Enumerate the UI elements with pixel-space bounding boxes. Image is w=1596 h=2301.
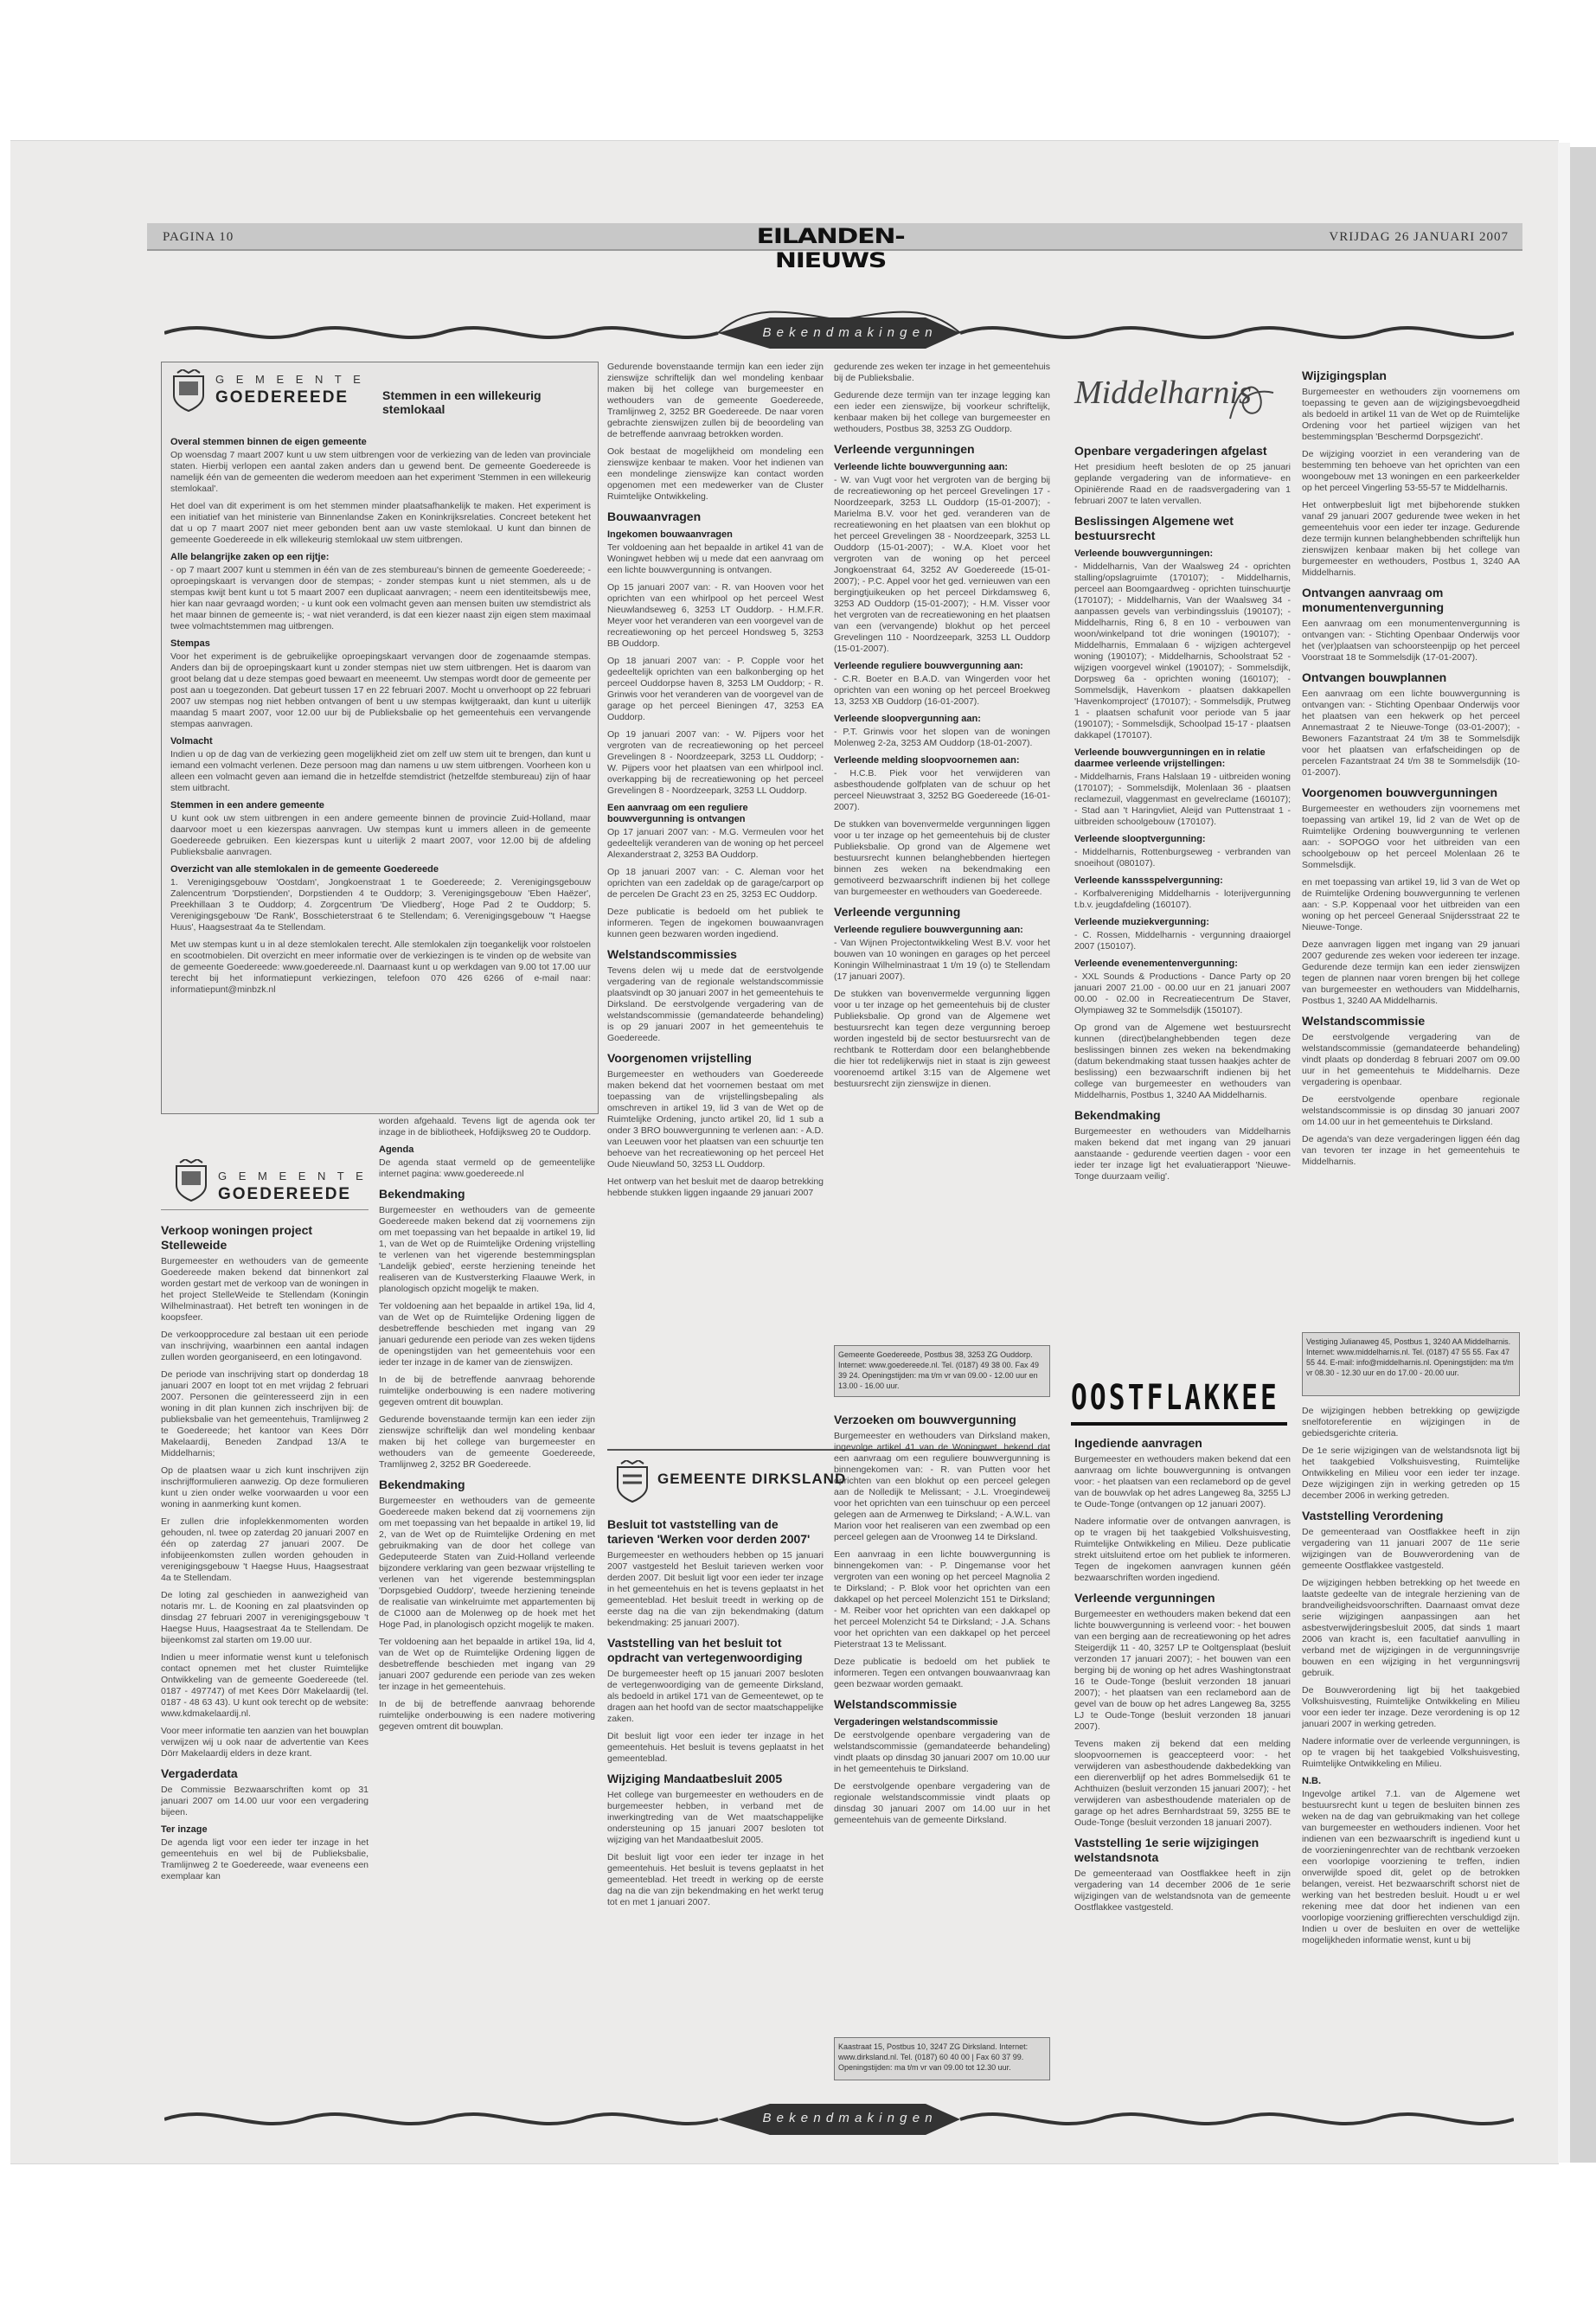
paragraph: Tevens maken zij bekend dat een melding sloopvoornemen is geaccepteerd voor: - het verwijderen van asbesthoudende dakbedekking van een dierenverblijf op het adres Bommelsedijk 61 te Achthuizen (besluit verzonden 15 januari 2007); - het verwijderen van asbesthoudende materialen op de garage op het adres Bernhardstraat 59, 3255 BE te Oude-Tonge (besluit verzonden 18 januari 2007). bbox=[1074, 1739, 1291, 1828]
dirksland-column-2 bbox=[834, 1406, 1050, 2033]
section-heading: Verleende slooptvergunning: bbox=[1074, 834, 1206, 844]
goedereede-name-2: GOEDEREEDE bbox=[218, 1185, 352, 1203]
paragraph: Op 19 januari 2007 van: - W. Pijpers voor het vergroten van de recreatiewoning op het perceel Grevelingen 8 - Noordzeepark, 3253 LL Ouddorp; - W. Pijpers voor het plaatsen van een whirlpool incl. overkapping bij de recreatiewoning op het perceel Grevelingen 8 - Noordzeepark, 3253 LL Ouddorp. bbox=[607, 729, 824, 796]
goedereede-name: GOEDEREEDE bbox=[215, 388, 349, 407]
section-heading: Verleende kanssspelvergunning: bbox=[1074, 875, 1223, 886]
oostflakkee-logo-underline bbox=[1071, 1422, 1287, 1426]
paragraph: - Middelharnis, Van der Waalsweg 24 - oprichten stalling/opslagruimte (170107); - Middelharnis, perceel aan Boomgaardweg - oprichten tuinschuurtje (170107); - Middelharnis, Van der Waalsweg 34 - aanpassen gevels van verbindingssluis (190107); - Middelharnis, Ring 6, 8 en 10 - verbouwen van woon/winkelpand tot drie woningen (190107); - Middelharnis, Emmalaan 6 - wijzigen achtergevel woning (190107); - Middelharnis, Schoolstraat 52 - wijzigen voorgevel winkel (190107); - Sommelsdijk, Dorpsweg 6a - oprichten woning (160107); - Sommelsdijk, Havenkom - plaatsen dakkapellen 'Havenkomproject' (170107); - Sommelsdijk, Prutweg 1 - plaatsen schafunit voor periode van 5 jaar (190107); - Sommelsdijk, Schoolpad 15-17 - plaatsen dakkapel (170107). bbox=[1074, 561, 1291, 740]
section-heading: Besluit tot vaststelling van de tarieven 'Werken voor derden 2007' bbox=[607, 1517, 811, 1546]
paragraph: Deze publicatie is bedoeld om het publiek te informeren. Tegen een ontvangen bouwaanvraag kan geen bezwaar worden gemaakt. bbox=[834, 1657, 1050, 1689]
section-heading: Verleende vergunningen bbox=[834, 442, 975, 456]
paragraph: Op grond van de Algemene wet bestuursrecht kunnen (direct)belanghebbenden tegen deze beslissingen binnen zes weken na bekendmaking (datum bekendmaking staat tussen haakjes achter de beslissing) een bezwaarschrift indienen bij het college van burgemeester en wethouders van Middelharnis, Postbus 1, 3240 AA Middelharnis. bbox=[1074, 1022, 1291, 1100]
paragraph: - C.R. Boeter en B.A.D. van Wingerden voor het oprichten van een woning op het perceel Broekweg 13, 3253 XB Ouddorp (16-01-2007). bbox=[834, 674, 1050, 707]
paragraph: Burgemeester en wethouders zijn voornemens met toepassing van artikel 19, lid 2 van de Wet op de Ruimtelijke Ordening bouwvergunning te verlenen aan: - SOPOGO voor het uitbreiden van een schoolgebouw op het perceel Molenlaan 26 te Sommelsdijk. bbox=[1302, 804, 1520, 870]
goedereede-column-4 bbox=[834, 362, 1050, 1339]
paragraph: Burgemeester en wethouders van Dirksland maken, ingevolge artikel 41 van de Woningwet, bekend dat een aanvraag om een reguliere bouwvergunning is binnengekomen van: - R. van Putten voor het oprichten van een blokhut op een perceel gelegen aan de Nolledijk te Melissant; - J.L. Vroegindeweij voor het oprichten van een tuinschuur op een perceel gelegen aan de Armenweg te Dirksland; - A.W.L. van Marion voor het realiseren van een zwembad op een perceel gelegen aan de Vroonweg 14 te Dirksland. bbox=[834, 1431, 1050, 1542]
divider bbox=[161, 1209, 369, 1210]
paper-edge-highlight bbox=[1558, 143, 1570, 2163]
goedereede-crest-icon bbox=[170, 369, 207, 413]
section-heading: Bouwaanvragen bbox=[607, 510, 702, 523]
paragraph: De periode van inschrijving start op donderdag 18 januari 2007 en loopt tot en met vrijdag 2 februari 2007. Personen die geïnteresseerd zijn in een woning in dit plan kunnen zich inschrijven bij: de publieksbalie van het gemeentehuis, Tramlijnweg 2 te Goedereede; het kantoor van Kees Dörr Makelaardij, Beneden Zandpad 13/A te Middelharnis; bbox=[161, 1369, 369, 1458]
section-heading: Welstandscommissies bbox=[607, 947, 737, 961]
page-number: PAGINA 10 bbox=[163, 230, 234, 244]
paragraph: Een aanvraag in een lichte bouwvergunning is binnengekomen van: - P. Dingemanse voor het vergroten van een woning op het perceel Magnolia 2 te Dirksland; - P. Blok voor het oprichten van een dakkapel op het perceel Molenzicht 151 te Dirksland; - M. Reiber voor het oprichten van een dakkapel op het perceel Molenzicht 54 te Dirksland; - J.A. Schans voor het oprichten van een dakkapel op het perceel Pieterstraat 13 te Melissant. bbox=[834, 1549, 1050, 1650]
paragraph: De wijzigingen hebben betrekking op gewijzigde snelfotoreferentie en wijzigingen in de gebiedsgerichte criteria. bbox=[1302, 1406, 1520, 1439]
paragraph: Het ontwerpbesluit ligt met bijbehorende stukken vanaf 29 januari 2007 gedurende twee weken in het gemeentehuis voor een ieder ter inzage. Gedurende deze termijn kunnen belanghebbenden schriftelijk hun zienswijzen kenbaar maken bij het college van burgemeester en wethouders, Postbus 1, 3240 AA Middelharnis. bbox=[1302, 500, 1520, 578]
paragraph: In de bij de betreffende aanvraag behorende ruimtelijke onderbouwing is een nadere motivering gegeven omtrent dit bouwplan. bbox=[379, 1699, 595, 1732]
goedereede-column-2 bbox=[379, 1116, 595, 2085]
paragraph: De agenda's van deze vergaderingen liggen één dag van tevoren ter inzage in het gemeentehuis te Middelharnis. bbox=[1302, 1134, 1520, 1167]
paragraph: Ter voldoening aan het bepaalde in artikel 19a, lid 4, van de Wet op de Ruimtelijke Ordening liggen de desbetreffende beschieden met ingang van 29 januari 2007 gedurende een periode van zes weken ter inzage in het gemeentehuis. bbox=[379, 1637, 595, 1692]
section-heading: Vaststelling 1e serie wijzigingen welstandsnota bbox=[1074, 1836, 1259, 1864]
paragraph: Het doel van dit experiment is om het stemmen minder plaatsafhankelijk te maken. Het experiment is een initiatief van het ministerie van Binnenlandse Zaken en Koninkrijksrelaties. Concreet betekent het dat u op 7 maart 2007 niet meer gebonden bent aan uw vaste stemlokaal. U kunt dan binnen de gemeente Goedereede in elk willekeurig stemlokaal uw stem uitbrengen. bbox=[170, 501, 591, 545]
banner-label: B e k e n d m a k i n g e n bbox=[762, 325, 933, 340]
paragraph: Indien u op de dag van de verkiezing geen mogelijkheid ziet om zelf uw stem uit te brengen, dan kunt u iemand een volmacht verlenen. Deze persoon mag dan namens u uw stem uitbrengen. Voorheen kon u alleen een volmacht geven aan iemand die in hetzelfde stemdistrict (hetzelfde stembureau) zijn of haar stem uitbracht. bbox=[170, 749, 591, 793]
paragraph: In de bij de betreffende aanvraag behorende ruimtelijke onderbouwing is een nadere motivering gegeven omtrent dit bouwplan. bbox=[379, 1375, 595, 1407]
section-heading: Verleende melding sloopvoornemen aan: bbox=[834, 755, 1020, 766]
paragraph: De gemeenteraad van Oostflakkee heeft in zijn vergadering van 14 december 2006 de 1e serie wijzigingen van de welstandsnota van de gemeente Oostflakkee vastgesteld. bbox=[1074, 1868, 1291, 1913]
paragraph: Indien u meer informatie wenst kunt u telefonisch contact opnemen met het cluster Ruimtelijke Ontwikkeling van de gemeente Goedereede (tel. 0187 - 497747) of met Kees Dörr Makelaardij (tel. 0187 - 48 63 43). U kunt ook terecht op de website: www.kdmakelaardij.nl. bbox=[161, 1652, 369, 1719]
page-header bbox=[147, 223, 1522, 272]
paragraph: Het ontwerp van het besluit met de daarop betrekking hebbende stukken liggen ingaande 29 januari 2007 bbox=[607, 1176, 824, 1198]
section-heading: Ingekomen bouwaanvragen bbox=[607, 529, 733, 540]
paragraph: Gedurende deze termijn van ter inzage legging kan een ieder een zienswijze, bij voorkeur schriftelijk, kenbaar maken bij het college van burgemeester en wethouders, Postbus 38, 3253 ZG Ouddorp. bbox=[834, 390, 1050, 434]
paragraph: Het presidium heeft besloten de op 25 januari geplande vergadering van de informatieve- en Opiniërende Raad en de raadsvergadering van 1 februari 2007 te laten vervallen. bbox=[1074, 462, 1291, 506]
paragraph: en met toepassing van artikel 19, lid 3 van de Wet op de Ruimtelijke Ordening bouwvergunning te verlenen aan: - S.P. Koppenaal voor het uitbreiden van een woning op het perceel Generaal Snijdersstraat 22 te Nieuwe-Tonge. bbox=[1302, 877, 1520, 933]
masthead: EILANDEN-NIEUWS bbox=[756, 224, 905, 272]
ad-title: Verkoop woningen project Stelleweide bbox=[161, 1223, 313, 1252]
paragraph: Nadere informatie over de verleende vergunningen, is op te vragen bij het taakgebied Volkshuisvesting, Ruimtelijke Ontwikkeling en Milieu. bbox=[1302, 1736, 1520, 1769]
paragraph: De eerstvolgende vergadering van de welstandscommissie (gemandateerde behandeling) vindt plaats op donderdag 8 februari 2007 om 09.00 uur in het gemeentehuis te Middelharnis. Deze vergadering is openbaar. bbox=[1302, 1032, 1520, 1087]
section-heading: Openbare vergaderingen afgelast bbox=[1074, 444, 1267, 458]
section-heading: Alle belangrijke zaken op een rijtje: bbox=[170, 552, 330, 562]
paragraph: U kunt ook uw stem uitbrengen in een andere gemeente binnen de provincie Zuid-Holland, maar daarvoor moet u een kiezerspas aanvragen. Uw stempas kunt u immers alleen in de gemeente Goedereede gebruiken. Een kiezerspas kunt u uiterlijk 2 maart 2007, voor 12.00 bij de afdeling Publieksbalie aanvragen. bbox=[170, 813, 591, 857]
paragraph: De wijzigingen hebben betrekking op het tweede en laatste gedeelte van de integrale herziening van de brandveiligheidsvoorschriften. Daarnaast omvat deze serie wijzigingen aanpassingen aan het asbestverwijderingsbesluit 2005, dat sinds 1 maart 2006 van kracht is, een facultatief aanvulling in verband met de wijzigingen in de vergunningsvrije bouwen en een wijziging in het vergunningsvrij gebruik. bbox=[1302, 1578, 1520, 1678]
paragraph: - XXL Sounds & Productions - Dance Party op 20 januari 2007 21.00 - 00.00 uur en 21 januari 2007 00.00 - 02.00 in Recreatiecentrum De Staver, Olympiaweg 32 te Sommelsdijk (150107). bbox=[1074, 971, 1291, 1016]
paragraph: De 1e serie wijzigingen van de welstandsnota ligt bij het taakgebied Volkshuisvesting, Ruimtelijke Ontwikkeling en Milieu voor een ieder ter inzage. Deze wijzigingen zijn in werking getreden op 15 december 2006 in werking getreden. bbox=[1302, 1445, 1520, 1501]
middelharnis-column-2 bbox=[1302, 362, 1520, 1330]
section-heading: Vaststelling Verordening bbox=[1302, 1509, 1444, 1522]
paragraph: - Middelharnis, Rottenburgseweg - verbranden van snoeihout (080107). bbox=[1074, 847, 1291, 868]
section-heading: Wijzigingsplan bbox=[1302, 369, 1387, 382]
paragraph: Op 15 januari 2007 van: - R. van Hooven voor het oprichten van een whirlpool op het perceel West Nieuwlandseweg 6, 3253 LT Ouddorp. - H.M.F.R. Meyer voor het veranderen van een voorgevel van de recreatiewoning op het perceel Hondsweg 5, 3253 BB Ouddorp. bbox=[607, 582, 824, 649]
paragraph: Burgemeester en wethouders van de gemeente Goedereede maken bekend dat binnenkort zal worden gestart met de verkoop van de woningen in het project StelleWeide te Stellendam (Koningin Wilhelminastraat). Het betreft ten woningen in de koopsfeer. bbox=[161, 1256, 369, 1323]
dirksland-column bbox=[607, 1510, 824, 2081]
goedereede-contact-strip: Gemeente Goedereede, Postbus 38, 3253 ZG Ouddorp. Internet: www.goedereede.nl. Tel. (0187) 49 38 00. Fax 49 39 24. Openingstijden: ma t/m vr van 09.00 - 12.00 uur en 13.00 - 16.00 uur. bbox=[834, 1345, 1050, 1397]
section-heading: Volmacht bbox=[170, 736, 213, 747]
middelharnis-swirl-icon bbox=[1221, 375, 1282, 427]
section-heading: Verleende lichte bouwvergunning aan: bbox=[834, 462, 1009, 472]
paragraph: Er zullen drie infoplekkenmomenten worden gehouden, nl. twee op zaterdag 20 januari 2007 en één op zaterdag 27 januari 2007. De infobijeenkomsten zullen worden gehouden in verenigingsgebouw 't Haegse Huus, Haagsestraat 4a te Stellendam. bbox=[161, 1516, 369, 1583]
section-heading: Welstandscommissie bbox=[834, 1697, 958, 1711]
section-heading: Vaststelling van het besluit tot opdracht van vertegenwoordiging bbox=[607, 1636, 803, 1664]
paragraph: Burgemeester en wethouders van Goedereede maken bekend dat het voornemen bestaat om met toepassing van de vrijstellingsbepaling als omschreven in artikel 19, lid 3 van de Wet op de Ruimtelijke Ordening, juncto artikel 20, lid 1 sub a onder 3 BRO bouwvergunning te verlenen aan: - A.D. van Leeuwen voor het plaatsen van een schuurtje ten behoeve van het recreatiewoning op het perceel Het Oude Nieuwland 50, 3253 LL Ouddorp. bbox=[607, 1069, 824, 1170]
dirksland-crest-icon bbox=[614, 1460, 651, 1503]
paragraph: Op woensdag 7 maart 2007 kunt u uw stem uitbrengen voor de verkiezing van de leden van provinciale staten. Hierbij verlopen een aantal zaken anders dan u gewend bent. De gemeente Goedereede is namelijk één van de gemeenten die wederom meedoen aan het experiment 'Stemmen in een willekeurig stemlokaal'. bbox=[170, 450, 591, 494]
paragraph: De verkoopprocedure zal bestaan uit een periode van inschrijving, waarbinnen een aantal indagen zullen worden georganiseerd, en een lotingavond. bbox=[161, 1330, 369, 1362]
paragraph: Op 17 januari 2007 van: - M.G. Vermeulen voor het gedeeltelijk veranderen van de woning op het perceel Alexanderstraat 2, 3253 BA Ouddorp. bbox=[607, 827, 824, 860]
section-heading: Vergaderdata bbox=[161, 1766, 238, 1780]
paragraph: Burgemeester en wethouders maken bekend dat een lichte bouwvergunning is verleend voor: - het bouwen van een berging aan de recreatiewoning op het adres Steigerdijk 11 - 40, 3257 LP te Ooltgensplaat (besluit verzonden 17 januari 2007); - het bouwen van een berging bij de woning op het adres Washingtonstraat 16 te Oude-Tonge (besluit verzonden 18 januari 2007); - het plaatsen van een reclamebord aan de gevel van de bouw op het adres Langeweg 8a, 3255 LJ te Oude-Tonge (besluit verzonden 18 januari 2007). bbox=[1074, 1609, 1291, 1732]
paragraph: - Middelharnis, Frans Halslaan 19 - uitbreiden woning (170107); - Sommelsdijk, Molenlaan 36 - plaatsen reclamezuil, vlaggenmast en gevelreclame (160107); - Stad aan 't Haringvliet, Aleijd van Puttenstraat 1 - uitbreiden schoolgebouw (170107). bbox=[1074, 772, 1291, 827]
section-heading: Verleende bouwvergunningen en in relatie daarmee verleende vrijstellingen: bbox=[1074, 747, 1266, 769]
section-heading: Vergaderingen welstandscommissie bbox=[834, 1717, 998, 1727]
paragraph: Burgemeester en wethouders van de gemeente Goedereede maken bekend dat zij voornemens zijn om met toepassing van het bepaalde in artikel 19, lid 2, van de Wet op de Ruimtelijke Ordening en met gebruikmaking van de door het college van Gedeputeerde Staten van Zuid-Holland verleende bijzondere verklaring van geen bezwaar vrijstelling te verlenen van het vigerende bestemmingsplan 'Dorpsgebied Ouddorp', tweede herziening teneinde de realisatie van winkelruimte met appartementen bij de C1000 aan de Molenweg op de hoek met het Hoge Pad, in planologisch opzicht mogelijk te maken. bbox=[379, 1496, 595, 1630]
section-heading: Ontvangen bouwplannen bbox=[1302, 670, 1447, 684]
paragraph: - C. Rossen, Middelharnis - vergunning draaiorgel 2007 (150107). bbox=[1074, 930, 1291, 952]
paragraph: Gedurende bovenstaande termijn kan een ieder zijn zienswijze schriftelijk dan wel mondeling kenbaar maken bij het college van burgemeester en wethouders van de gemeente Goedereede, Tramlijnweg 2, 3252 BR Goedereede. De naar voren gebrachte zienswijzen zullen bij de beoordeling van de betreffende aanvraag betrokken worden. bbox=[607, 362, 824, 439]
paragraph: De agenda staat vermeld op de gemeentelijke internet pagina: www.goedereede.nl bbox=[379, 1157, 595, 1179]
paragraph: De Bouwverordening ligt bij het taakgebied Volkshuisvesting, Ruimtelijke Ontwikkeling en Milieu voor een ieder ter inzage. Deze verordening is op 12 januari 2007 in werking getreden. bbox=[1302, 1685, 1520, 1729]
paragraph: Ingevolge artikel 7.1. van de Algemene wet bestuursrecht kunt u tegen de besluiten binnen zes weken na de dag van gebruikmaking van het college van burgemeester en wethouders indienen. Voor het indienen van een bezwaarschrift is ingediend kunt u de voorzieningenrechter van de rechtbank verzoeken een voorlopige voorziening te treffen, indien onverwijlde spoed dit, gelet op de betrokken belangen, vereist. Het bezwaarschrift schorst niet de werking van het bestreden besluit. Houdt u er wel rekening mee dat door het indienen van een voorlopige voorziening griffierechten verschuldigd zijn. Indien u over de besluiten en over de wettelijke mogelijkheden informatie wenst, kunt u bij bbox=[1302, 1789, 1520, 1945]
paragraph: De eerstvolgende openbare vergadering van de regionale welstandscommissie vindt plaats op dinsdag 30 januari 2007 om 14.00 uur in het gemeentehuis van de gemeente Dirksland. bbox=[834, 1781, 1050, 1825]
section-heading: Welstandscommissie bbox=[1302, 1014, 1426, 1028]
section-heading: Voorgenomen bouwvergunningen bbox=[1302, 785, 1498, 799]
goedereede-crest-icon-2 bbox=[173, 1159, 209, 1202]
section-heading: Verleende evenementenvergunning: bbox=[1074, 958, 1238, 969]
paragraph: Burgemeester en wethouders maken bekend dat een aanvraag om lichte bouwvergunning is ontvangen voor: - het plaatsen van een reclamebord op de gevel van de bouwvlak op het adres Langeweg 8a, 3255 LJ te Oude-Tonge (ontvangen op 12 januari 2007). bbox=[1074, 1454, 1291, 1509]
middelharnis-logo-text: Middelharnis bbox=[1074, 375, 1252, 411]
section-heading: Verleende reguliere bouwvergunning aan: bbox=[834, 661, 1023, 671]
section-heading: Stempas bbox=[170, 638, 210, 649]
paragraph: De gemeenteraad van Oostflakkee heeft in zijn vergadering van 11 januari 2007 de 11e serie wijzigingen van de Bouwverordening van de gemeente Oostflakkee vastgesteld. bbox=[1302, 1527, 1520, 1571]
paragraph: - H.C.B. Piek voor het verwijderen van asbesthoudende golfplaten van de schuur op het perceel Nieuwstraat 3, 3252 BG Goedereede (16-01-2007). bbox=[834, 768, 1050, 812]
section-heading: Verleende sloopvergunning aan: bbox=[834, 714, 981, 724]
oostflakkee-logo: OOSTFLAKKEE bbox=[1071, 1378, 1279, 1418]
paragraph: Nadere informatie over de ontvangen aanvragen, is op te vragen bij het taakgebied Volkshuisvesting, Ruimtelijke Ontwikkeling en Milieu. Deze publicatie strekt uitsluitend ertoe om het publiek te informeren. Tegen de ingekomen aanvragen kunnen géén bezwaarschriften worden ingediend. bbox=[1074, 1516, 1291, 1583]
section-heading: Bekendmaking bbox=[379, 1187, 465, 1201]
paragraph: - op 7 maart 2007 kunt u stemmen in één van de zes stembureau's binnen de gemeente Goedereede; - oproepingskaart is vervangen door de stempas; - zonder stempas kunt u niet stemmen, als u de stempas kwijt bent kunt u tot 5 maart 2007 een duplicaat aanvragen; - neem een identiteitsbewijs mee, hier kan naar gevraagd worden; - u kunt ook een volmacht geven aan mensen buiten uw stemdistrict als het maar binnen de gemeente is; - wat niet veranderd, is dat een kiezer naast zijn eigen stem maximaal twee volmachtstemmen mag uitbrengen. bbox=[170, 565, 591, 631]
ad-title: Stemmen in een willekeurig stemlokaal bbox=[382, 388, 542, 416]
issue-date: VRIJDAG 26 JANUARI 2007 bbox=[1329, 230, 1509, 244]
paragraph: Burgemeester en wethouders van de gemeente Goedereede maken bekend dat zij voornemens zijn om met toepassing van het bepaalde in artikel 19, lid 1, van de Wet op de Ruimtelijke Ordening vrijstelling te verlenen van het vigerende bestemmingsplan 'Landelijk gebied', eerste herziening teneinde het realiseren van de Kustversterking Flaauwe Werk, in planologisch opzicht mogelijk te maken. bbox=[379, 1205, 595, 1294]
section-heading: Overzicht van alle stemlokalen in de gemeente Goedereede bbox=[170, 864, 439, 875]
paragraph: Een aanvraag om een monumentenvergunning is ontvangen van: - Stichting Openbaar Onderwijs voor het (ver)plaatsen van schoorsteenpijp op het perceel Voorstraat 18 te Sommelsdijk (17-01-2007). bbox=[1302, 619, 1520, 663]
paragraph: De loting zal geschieden in aanwezigheid van notaris mr. L. de Kooning en zal plaatsvinden op dinsdag 27 februari 2007 in verenigingsgebouw 't Haegse Huus, Haagsestraat 4a te Stellendam. De bijeenkomst zal starten om 19.00 uur. bbox=[161, 1590, 369, 1645]
banner-label-bottom: B e k e n d m a k i n g e n bbox=[762, 2111, 933, 2125]
paragraph: Met uw stempas kunt u in al deze stemlokalen terecht. Alle stemlokalen zijn toegankelijk voor rolstoelen en scootmobielen. Dit overzicht en meer informatie over de verkiezingen is te vinden op de website van de gemeente Goedereede: www.goedereede.nl. Daarnaast kunt u op werkdagen van 9.00 tot 17.00 uur terecht bij het informatiepunt verkiezingen, telefoon 070 426 6266 of e-mail naar: informatiepunt@minbzk.nl bbox=[170, 939, 591, 995]
paragraph: Burgemeester en wethouders zijn voornemens om toepassing te geven aan de wijzigingsbevoegdheid als bedoeld in artikel 11 van de Wet op de Ruimtelijke Ordening voor het partieel wijzigen van het bestemmingsplan 'Beschermd Dorpsgezicht'. bbox=[1302, 387, 1520, 442]
paragraph: De stukken van bovenvermelde vergunning liggen voor u ter inzage op het gemeentehuis bij de cluster Publieksbalie. Op grond van de Algemene wet bestuursrecht kan tegen deze vergunning beroep worden ingesteld bij de sector bestuursrecht van de rechtbank te Rotterdam door een belanghebbende die hier tot redelijkerwijs niet in staat is zijn geweest voorenoemd artikel 3:15 van de Algemene wet bestuursrecht zijn zienswijze in dienen. bbox=[834, 989, 1050, 1089]
paragraph: Tevens delen wij u mede dat de eerstvolgende vergadering van de regionale welstandscommissie plaatsvindt op 30 januari 2007 in het gemeentehuis te Dirksland. De eerstvolgende vergadering van de welstandscommissie (gemandateerde behandeling) is op 29 januari 2007 in het gemeentehuis te Goedereede. bbox=[607, 965, 824, 1043]
section-heading: Ter inzage bbox=[161, 1824, 208, 1835]
paragraph: Op 18 januari 2007 van: - P. Copple voor het gedeeltelijk oprichten van een balkonberging op het perceel Ouddorpse haven 8, 3253 LM Ouddorp; - R. Grinwis voor het veranderen van de voorgevel van de garage op het perceel Bieningen 47, 3253 EA Ouddorp. bbox=[607, 656, 824, 722]
paragraph: Burgemeester en wethouders hebben op 15 januari 2007 vastgesteld het Besluit tarieven werken voor derden 2007. Dit besluit ligt voor een ieder ter inzage in het gemeentehuis en het is tevens geplaatst in het gemeenteblad. Het besluit treedt in werking op de eerste dag na die van zijn bekendmaking (datum bekendmaking: 25 januari 2007). bbox=[607, 1550, 824, 1628]
paragraph: Burgemeester en wethouders van Middelharnis maken bekend dat met ingang van 29 januari aanstaande - gedurende veertien dagen - voor een ieder ter inzage ligt het evaluatierapport 'Nieuwe-Tonge duurzaam veilig'. bbox=[1074, 1126, 1291, 1182]
section-heading: Ontvangen aanvraag om monumentenvergunning bbox=[1302, 586, 1445, 614]
paragraph: De eerstvolgende openbare regionale welstandscommissie is op dinsdag 30 januari 2007 om 14.00 uur in het gemeentehuis te Dirksland. bbox=[1302, 1094, 1520, 1127]
paragraph: - Van Wijnen Projectontwikkeling West B.V. voor het bouwen van 10 woningen en garages op het perceel Koningin Wilhelminastraat 1 t/m 19 (o) te Stellendam (17 januari 2007). bbox=[834, 938, 1050, 982]
dirksland-contact-strip: Kaastraat 15, Postbus 10, 3247 ZG Dirksland. Internet: www.dirksland.nl. Tel. (0187) 60 40 00 | Fax 60 37 99. Openingstijden: ma t/m vr van 09.00 tot 12.30 uur. bbox=[834, 2037, 1050, 2080]
paragraph: De Commissie Bezwaarschriften komt op 31 januari 2007 om 14.00 uur voor een vergadering bijeen. bbox=[161, 1785, 369, 1817]
middelharnis-contact-strip: Vestiging Julianaweg 45, Postbus 1, 3240 AA Middelharnis. Internet: www.middelharnis.nl. Tel. (0187) 47 55 55. Fax 47 55 44. E-mail: info@middelharnis.nl. Openingstijden: ma t/m vr 08.30 - 12.30 uur en do 17.00 - 20.00 uur. bbox=[1302, 1332, 1520, 1396]
paragraph: - W. van Vugt voor het vergroten van de berging bij de recreatiewoning op het perceel Grevelingen 17 - Noordzeepark, 3253 LL Ouddorp (15-01-2007); - Marielma B.V. voor het ged. veranderen van de recreatiewoning en het plaatsen van een blokhut op het perceel Grevelingen 38 - Noordzeepark, 3253 LL Ouddorp (15-01-2007); - W.A. Kloet voor het vergroten van de woning op het perceel Jongkoenstraat 64, 3252 AV Goedereede (15-01-2007); - P.C. Appel voor het ged. vernieuwen van een bergingtjuikeuken op het perceel Dirkdamsweg 6, 3253 AD Ouddorp (15-01-2007); - H.M. Visser voor het vergroten van de recreatiewoning en het plaatsen van een (vervangende) blokhut op het perceel Grevelingen 110 - Noordzeepark, 3253 LL Ouddorp (15-01-2007). bbox=[834, 475, 1050, 654]
paragraph: Dit besluit ligt voor een ieder ter inzage in het gemeentehuis. Het besluit is tevens geplaatst in het gemeenteblad. bbox=[607, 1731, 824, 1764]
section-heading: Verleende bouwvergunningen: bbox=[1074, 548, 1214, 559]
goedereede-stemmen-ad bbox=[161, 362, 599, 1114]
section-heading: Beslissingen Algemene wet bestuursrecht bbox=[1074, 514, 1234, 542]
paragraph: Ook bestaat de mogelijkheid om mondeling een zienswijze kenbaar te maken. Voor het indienen van een mondelinge zienswijze kan contact worden opgenomen met een medewerker van de Cluster Ruimtelijke Ontwikkeling. bbox=[607, 446, 824, 502]
section-heading: Verleende muziekvergunning: bbox=[1074, 917, 1209, 927]
scan-background bbox=[0, 0, 1596, 138]
goedereede-verkoop-column bbox=[161, 1216, 369, 2090]
section-heading: Verzoeken om bouwvergunning bbox=[834, 1413, 1016, 1426]
section-heading: Verleende vergunningen bbox=[1074, 1591, 1215, 1605]
section-heading: Agenda bbox=[379, 1144, 414, 1155]
paragraph: Voor het experiment is de gebruikelijke oproepingskaart vervangen door de zogenaamde stempas. Anders dan bij de oproepingskaart kunt u zonder stempas niet uw stem uitbrengen. Het is daarom van groot belang dat u deze stempas goed bewaart en meeneemt. Uw stempas wordt door de gemeente per post aan u toegezonden. Dat gebeurt tussen 17 en 22 februari 2007. Mocht u onverhoopt op 22 februari 2007 uw stempas nog niet hebben ontvangen of bent u uw stempas kwijtgeraakt, dan kunt u uiterlijk maandag 5 maart 2007, voor 12.00 uur bij de Publieksbalie op het gemeentehuis een vervangende stempas aanvragen. bbox=[170, 651, 591, 729]
paragraph: Voor meer informatie ten aanzien van het bouwplan verwijzen wij u ook naar de advertentie van Kees Dörr Makelaardij elders in deze krant. bbox=[161, 1726, 369, 1759]
middelharnis-logo bbox=[1074, 374, 1282, 426]
gemeente-label: G E M E E N T E bbox=[215, 373, 365, 386]
paragraph: Deze aanvragen liggen met ingang van 29 januari 2007 gedurende zes weken voor iedereen ter inzage. Gedurende deze termijn kan een ieder zienswijzen tegen de plannen naar voren brengen bij het college van burgemeester en wethouders van Middelharnis, Postbus 1, 3240 AA Middelharnis. bbox=[1302, 939, 1520, 1006]
polling-station-list: 1. Verenigingsgebouw 'Oostdam', Jongkoenstraat 1 te Goedereede; 2. Verenigingsgebouw Zalencentrum 'Dorpstienden', Dorpstienden 4 te Ouddorp; 3. Verenigingsgebouw 'Eben Haëzer', Preekhillaan 3 te Ouddorp; 4. Zorgcentrum 'De Vliedberg', Hoge Pad 2 te Ouddorp; 5. Verenigingsgebouw 'De Rank', Bosschieterstraat 6 te Stellendam; 6. Verenigingsgebouw ''t Haegse Huus', Haagsestraat 4a te Stellendam. bbox=[170, 877, 591, 933]
paragraph: - P.T. Grinwis voor het slopen van de woningen Molenweg 2-2a, 3253 AM Ouddorp (18-01-2007). bbox=[834, 727, 1050, 748]
paragraph: Ter voldoening aan het bepaalde in artikel 19a, lid 4, van de Wet op de Ruimtelijke Ordening liggen de desbetreffende beschieden met ingang van 29 januari gedurende een periode van zes weken tijdens de openingstijden van het gemeentehuis voor een ieder ter inzage in de kamer van de zienswijzen. bbox=[379, 1301, 595, 1368]
section-heading: Ingediende aanvragen bbox=[1074, 1436, 1202, 1450]
oostflakkee-column-2 bbox=[1302, 1406, 1520, 2085]
paragraph: Op 18 januari 2007 van: - C. Aleman voor het oprichten van een zadeldak op de garage/carport op de percelen De Gracht 23 en 25, 3253 EC Ouddorp. bbox=[607, 867, 824, 900]
section-heading: Verleende reguliere bouwvergunning aan: bbox=[834, 925, 1023, 935]
oostflakkee-column bbox=[1074, 1429, 1291, 2082]
paragraph: worden afgehaald. Tevens ligt de agenda ook ter inzage in de bibliotheek, Hofdijksweg 20 te Ouddorp. bbox=[379, 1116, 595, 1138]
section-heading: Voorgenomen vrijstelling bbox=[607, 1051, 752, 1065]
section-heading: Wijziging Mandaatbesluit 2005 bbox=[607, 1772, 783, 1785]
section-heading: Verleende vergunning bbox=[834, 905, 961, 919]
paragraph: gedurende zes weken ter inzage in het gemeentehuis bij de Publieksbalie. bbox=[834, 362, 1050, 383]
section-heading: Stemmen in een andere gemeente bbox=[170, 800, 324, 811]
paragraph: De burgemeester heeft op 15 januari 2007 besloten de vertegenwoordiging van de gemeente Dirksland, als bedoeld in artikel 171 van de Gemeentewet, op te dragen aan het hoofd van de sector maatschappelijke zaken. bbox=[607, 1669, 824, 1724]
section-heading: Bekendmaking bbox=[1074, 1108, 1161, 1122]
goedereede-column-3 bbox=[607, 362, 824, 1616]
section-heading: Bekendmaking bbox=[379, 1477, 465, 1491]
ad-body bbox=[170, 432, 591, 1106]
middelharnis-column bbox=[1074, 437, 1291, 1354]
paragraph: Het college van burgemeester en wethouders en de burgemeester hebben, in verband met de inwerkingtreding van de Wet maatschappelijke ondersteuning op 15 januari 2007 besloten tot wijziging van het Mandaatbesluit 2005. bbox=[607, 1790, 824, 1845]
paragraph: De stukken van bovenvermelde vergunningen liggen voor u ter inzage op het gemeentehuis bij de cluster Publieksbalie. Op grond van de Algemene wet bestuursrecht kunnen belanghebbenden hiertegen binnen zes weken na bekendmaking een gemotiveerd bezwaarschrift indienen bij het college van burgemeester en wethouders van Goedereede. bbox=[834, 819, 1050, 897]
section-heading: Een aanvraag om een reguliere bouwvergunning is ontvangen bbox=[607, 803, 748, 824]
gemeente-label-2: G E M E E N T E bbox=[218, 1170, 368, 1183]
paragraph: Een aanvraag om een lichte bouwvergunning is ontvangen van: - Stichting Openbaar Onderwijs voor het plaatsen van een hekwerk op het perceel Annemastraat 2 te Nieuwe-Tonge (03-01-2007); - Bewoners Fazantstraat 24 t/m 38 te Sommelsdijk voor het plaatsen van erfafscheidingen op de percelen Fazantstraat 24 t/m 38 te Sommelsdijk (10-01-2007). bbox=[1302, 689, 1520, 778]
section-heading: N.B. bbox=[1302, 1776, 1321, 1786]
paragraph: Deze publicatie is bedoeld om het publiek te informeren. Tegen de ingekomen bouwaanvragen kunnen geen bezwaren worden ingediend. bbox=[607, 907, 824, 939]
paragraph: Ter voldoening aan het bepaalde in artikel 41 van de Woningwet hebben wij u mede dat een aanvraag om een lichte bouwvergunning is ontvangen. bbox=[607, 542, 824, 575]
paragraph: De wijziging voorziet in een verandering van de bestemming ten behoeve van het oprichten van een woongebouw met 13 woningen en een parkeerkelder op het perceel Vingerling 53-55-57 te Middelharnis. bbox=[1302, 449, 1520, 493]
paragraph: De agenda ligt voor een ieder ter inzage in het gemeentehuis en wel bij de Publieksbalie, Tramlijnweg 2 te Goedereede, waar eveneens een exemplaar kan bbox=[161, 1837, 369, 1881]
paragraph: Gedurende bovenstaande termijn kan een ieder zijn zienswijze schriftelijk dan wel mondeling kenbaar maken bij het college van burgemeester en wethouders van de gemeente Goedereede, Tramlijnweg 2, 3252 BR Goedereede. bbox=[379, 1414, 595, 1470]
dirksland-name: GEMEENTE DIRKSLAND bbox=[657, 1471, 847, 1487]
paragraph: Op de plaatsen waar u zich kunt inschrijven zijn inschrijfformulieren aanwezig. Op deze formulieren kunt u zien onder welke voorwaarden u voor een woning in aanmerking kunt komen. bbox=[161, 1465, 369, 1509]
paragraph: Dit besluit ligt voor een ieder ter inzage in het gemeentehuis. Het besluit is tevens geplaatst in het gemeenteblad. Het treedt in werking op de eerste dag na die van zijn bekendmaking en het werkt terug tot en met 1 januari 2007. bbox=[607, 1852, 824, 1907]
paragraph: De eerstvolgende openbare vergadering van de welstandscommissie (gemandateerde behandeling) vindt plaats op dinsdag 30 januari 2007 om 10.00 uur in het gemeentehuis te Dirksland. bbox=[834, 1730, 1050, 1774]
section-heading: Overal stemmen binnen de eigen gemeente bbox=[170, 437, 367, 447]
paragraph: - Korfbalvereniging Middelharnis - loterijvergunning t.b.v. jeugdafdeling (160107). bbox=[1074, 888, 1291, 910]
